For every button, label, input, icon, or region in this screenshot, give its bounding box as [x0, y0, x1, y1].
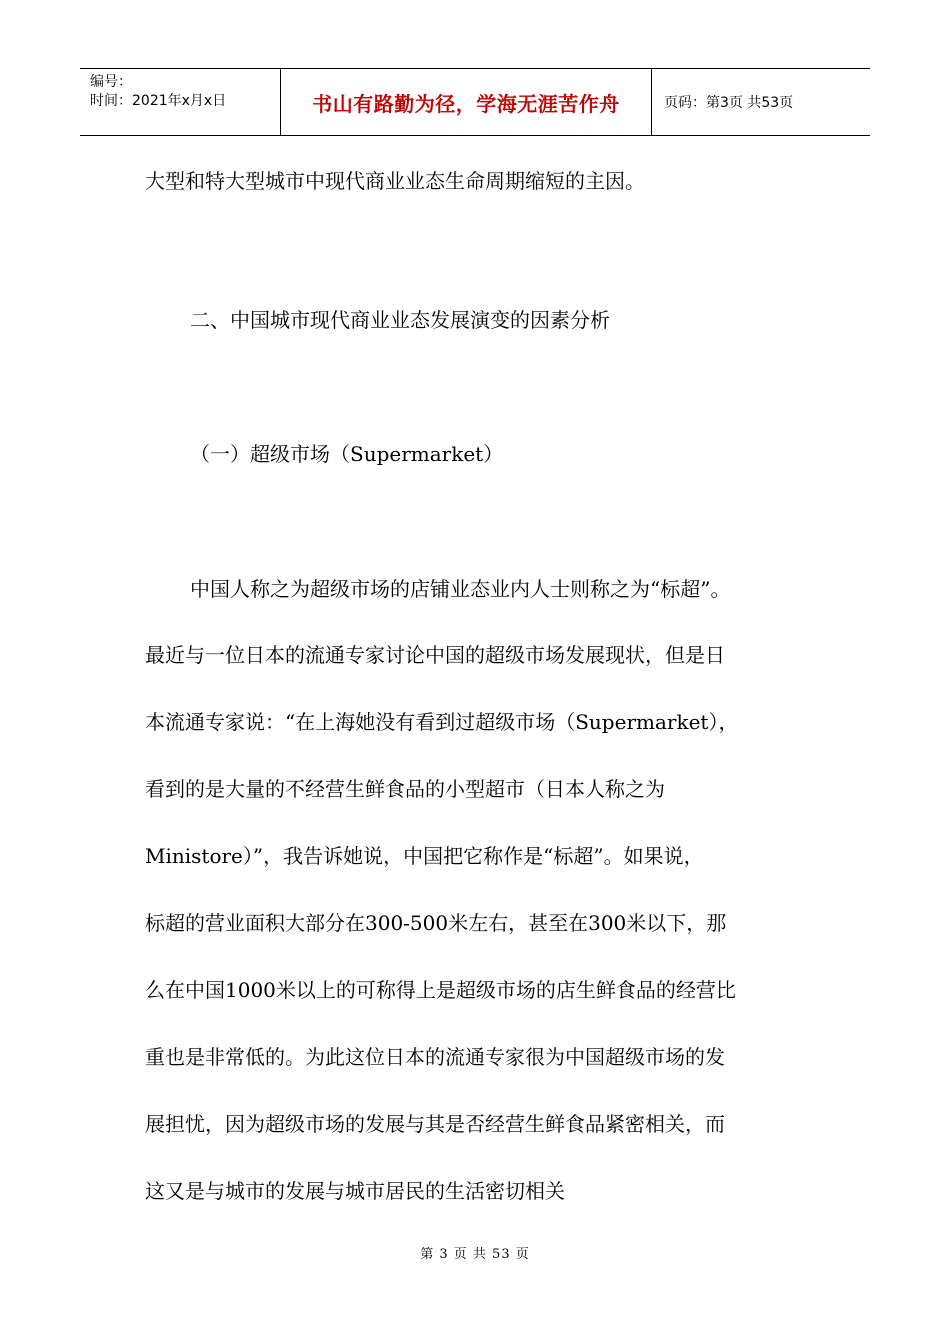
footer-page-number: 第 3 页 共 53 页 — [420, 1247, 530, 1262]
paragraph-line: 么在中国1000米以上的可称得上是超级市场的店生鲜食品的经营比 — [145, 978, 736, 1002]
paragraph-line: 这又是与城市的发展与城市居民的生活密切相关 — [145, 1179, 565, 1203]
paragraph-line: 标超的营业面积大部分在300-500米左右，甚至在300米以下，那 — [145, 911, 727, 935]
section-heading: 二、中国城市现代商业业态发展演变的因素分析 — [190, 308, 610, 332]
subsection-heading: （一）超级市场（Supermarket） — [190, 442, 504, 466]
paragraph-line: 大型和特大型城市中现代商业业态生命周期缩短的主因。 — [145, 169, 645, 193]
header-meta — [80, 69, 281, 135]
page-footer — [0, 1243, 950, 1262]
document-header — [80, 68, 870, 136]
header-motto: 书山有路勤为径，学海无涯苦作舟 — [281, 69, 652, 135]
paragraph-line: Ministore）”，我告诉她说，中国把它称作是“标超”。如果说， — [145, 844, 704, 868]
paragraph-line: 最近与一位日本的流通专家讨论中国的超级市场发展现状，但是日 — [145, 643, 725, 667]
paragraph-line: 展担忧，因为超级市场的发展与其是否经营生鲜食品紧密相关，而 — [145, 1112, 725, 1136]
paragraph-line: 看到的是大量的不经营生鲜食品的小型超市（日本人称之为 — [145, 777, 665, 801]
paragraph-line: 中国人称之为超级市场的店铺业态业内人士则称之为“标超”。 — [190, 577, 731, 601]
header-page-number: 页码：第3页 共53页 — [664, 95, 794, 111]
paragraph-line: 重也是非常低的。为此这位日本的流通专家很为中国超级市场的发 — [145, 1045, 725, 1069]
paragraph-line: 本流通专家说：“在上海她没有看到过超级市场（Supermarket）， — [145, 710, 739, 734]
document-number-label: 编号： — [90, 74, 132, 90]
document-date-label: 时间：2021年x月x日 — [90, 93, 227, 109]
